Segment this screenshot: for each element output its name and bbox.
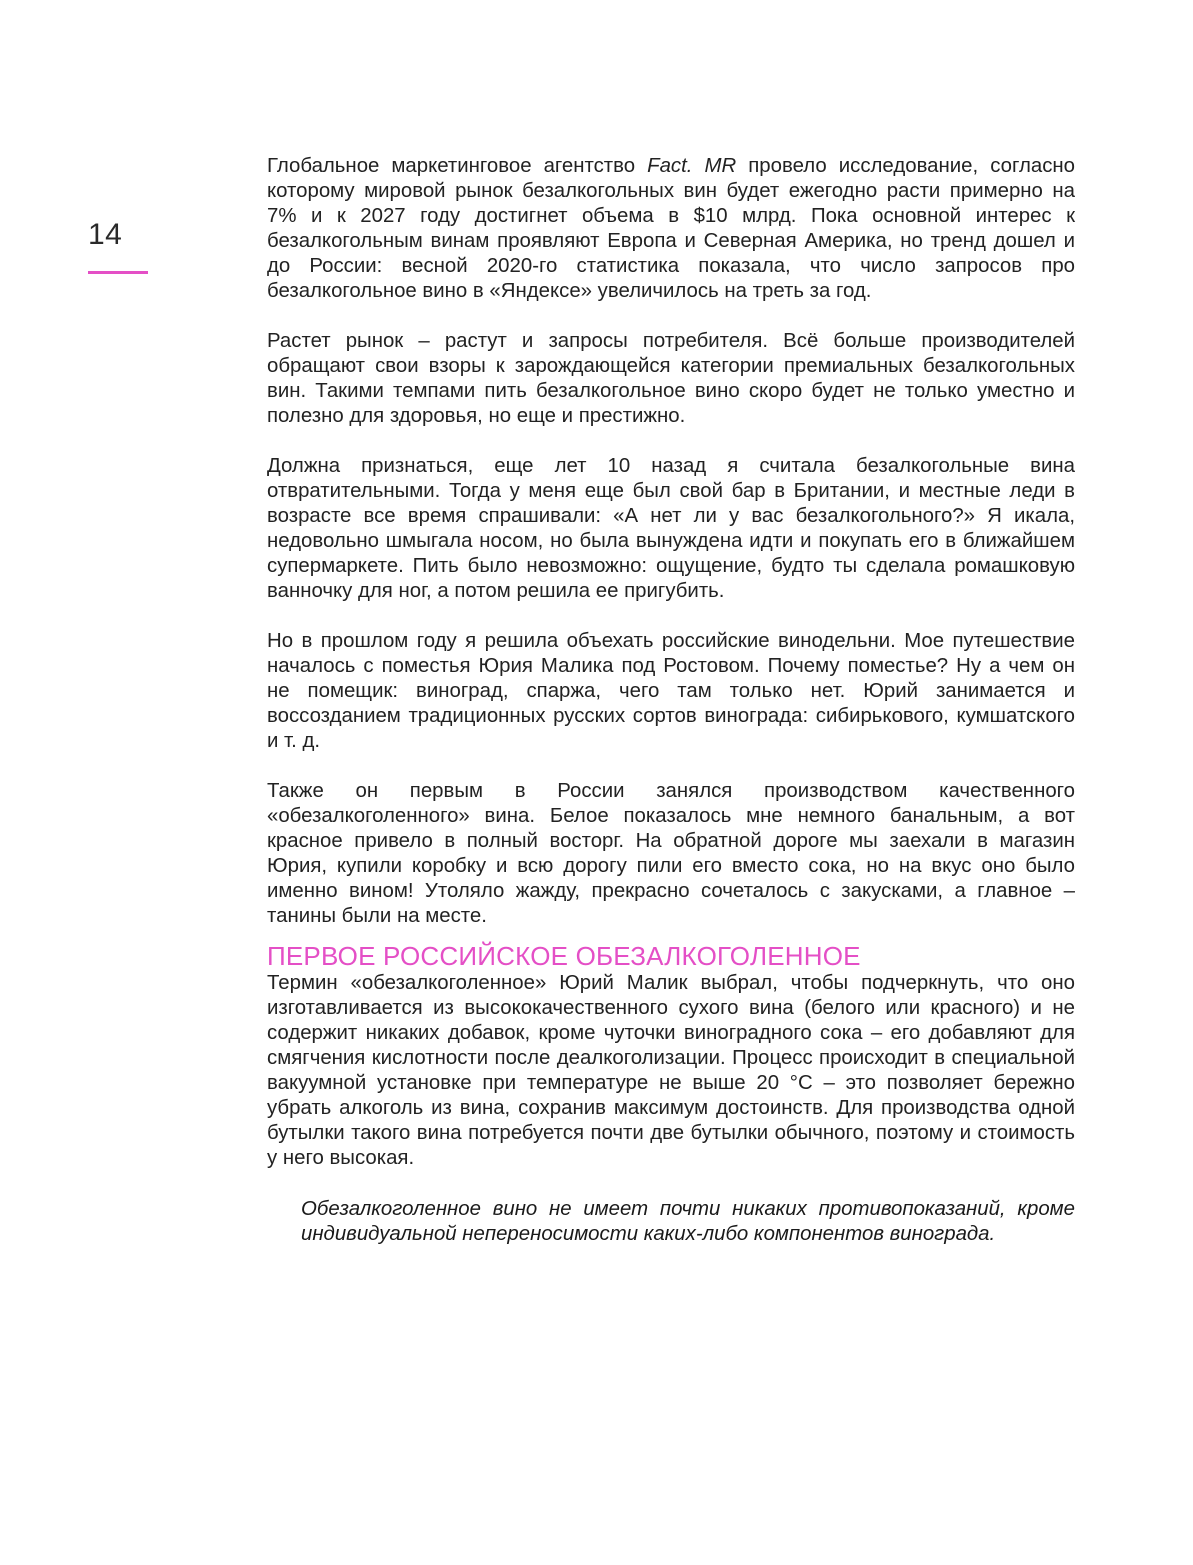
page-number: 14: [88, 218, 123, 251]
paragraph-wineries: Но в прошлом году я решила объехать российские винодельни. Мое путешествие началось с поместья Юрия Малика под Ростовом. Почему поместье? Ну а чем он не помещик: виноград, спаржа, чего там только нет. Юрий занимается и воссозданием традиционных русских сортов винограда: сибирькового, кумшатского и т. д.: [267, 630, 1075, 752]
section-heading: ПЕРВОЕ РОССИЙСКОЕ ОБЕЗАЛКОГОЛЕННОЕ: [267, 941, 861, 971]
paragraph-intro: [267, 154, 1075, 304]
section-body: Термин «обезалкоголенное» Юрий Малик выбрал, чтобы подчеркнуть, что оно изготавливается из высококачественного сухого вина (белого или красного) и не содержит никаких добавок, кроме чуточки виноградного сока – его добавляют для смягчения кислотности после деалкоголизации. Процесс происходит в специальной вакуумной установке при температуре не выше 20 °С – это позволяет бережно убрать алкоголь из вина, сохранив максимум достоинств. Для производства одной бутылки такого вина потребуется почти две бутылки обычного, поэтому и стоимость у него высокая.: [267, 972, 1075, 1169]
page-number-rule: [88, 271, 148, 274]
paragraph-dealcoholized: Также он первым в России занялся производством качественного «обезалкоголенного» вина. Белое показалось мне немного банальным, а вот красное привело в полный восторг. На обратной дороге мы заехали в магазин Юрия, купили коробку и всю дорогу пили его вместо сока, но на вкус оно было именно вином! Утоляло жажду, прекрасно сочеталось с закусками, а главное – танины были на месте.: [267, 780, 1075, 927]
pull-quote: Обезалкоголенное вино не имеет почти никаких противопоказаний, кроме индивидуальной непереносимости каких-либо компонентов винограда.: [301, 1198, 1075, 1245]
article-body: [267, 154, 1075, 1247]
paragraph-intro-start: Глобальное маркетинговое агентство: [267, 155, 648, 177]
paragraph-intro-end: провело исследование, согласно которому мировой рынок безалкогольных вин будет ежегодно расти примерно на 7% и к 2027 году достигнет объема в $10 млрд. Пока основной интерес к безалкогольным винам проявляют Европа и Северная Америка, но тренд дошел и до России: весной 2020-го статистика показала, что число запросов про безалкогольное вино в «Яндексе» увеличилось на треть за год.: [267, 155, 1075, 302]
paragraph-market: Растет рынок – растут и запросы потребителя. Всё больше производителей обращают свои взоры к зарождающейся категории премиальных безалкогольных вин. Такими темпами пить безалкогольное вино скоро будет не только уместно и полезно для здоровья, но еще и престижно.: [267, 330, 1075, 427]
paragraph-confession: Должна признаться, еще лет 10 назад я считала безалкогольные вина отвратительными. Тогда у меня еще был свой бар в Британии, и местные леди в возрасте все время спрашивали: «А нет ли у вас безалкогольного?» Я икала, недовольно шмыгала носом, но была вынуждена идти и покупать его в ближайшем супермаркете. Пить было невозможно: ощущение, будто ты сделала ромашковую ванночку для ног, а потом решила ее пригубить.: [267, 455, 1075, 602]
agency-name: Fact. MR: [647, 155, 737, 177]
